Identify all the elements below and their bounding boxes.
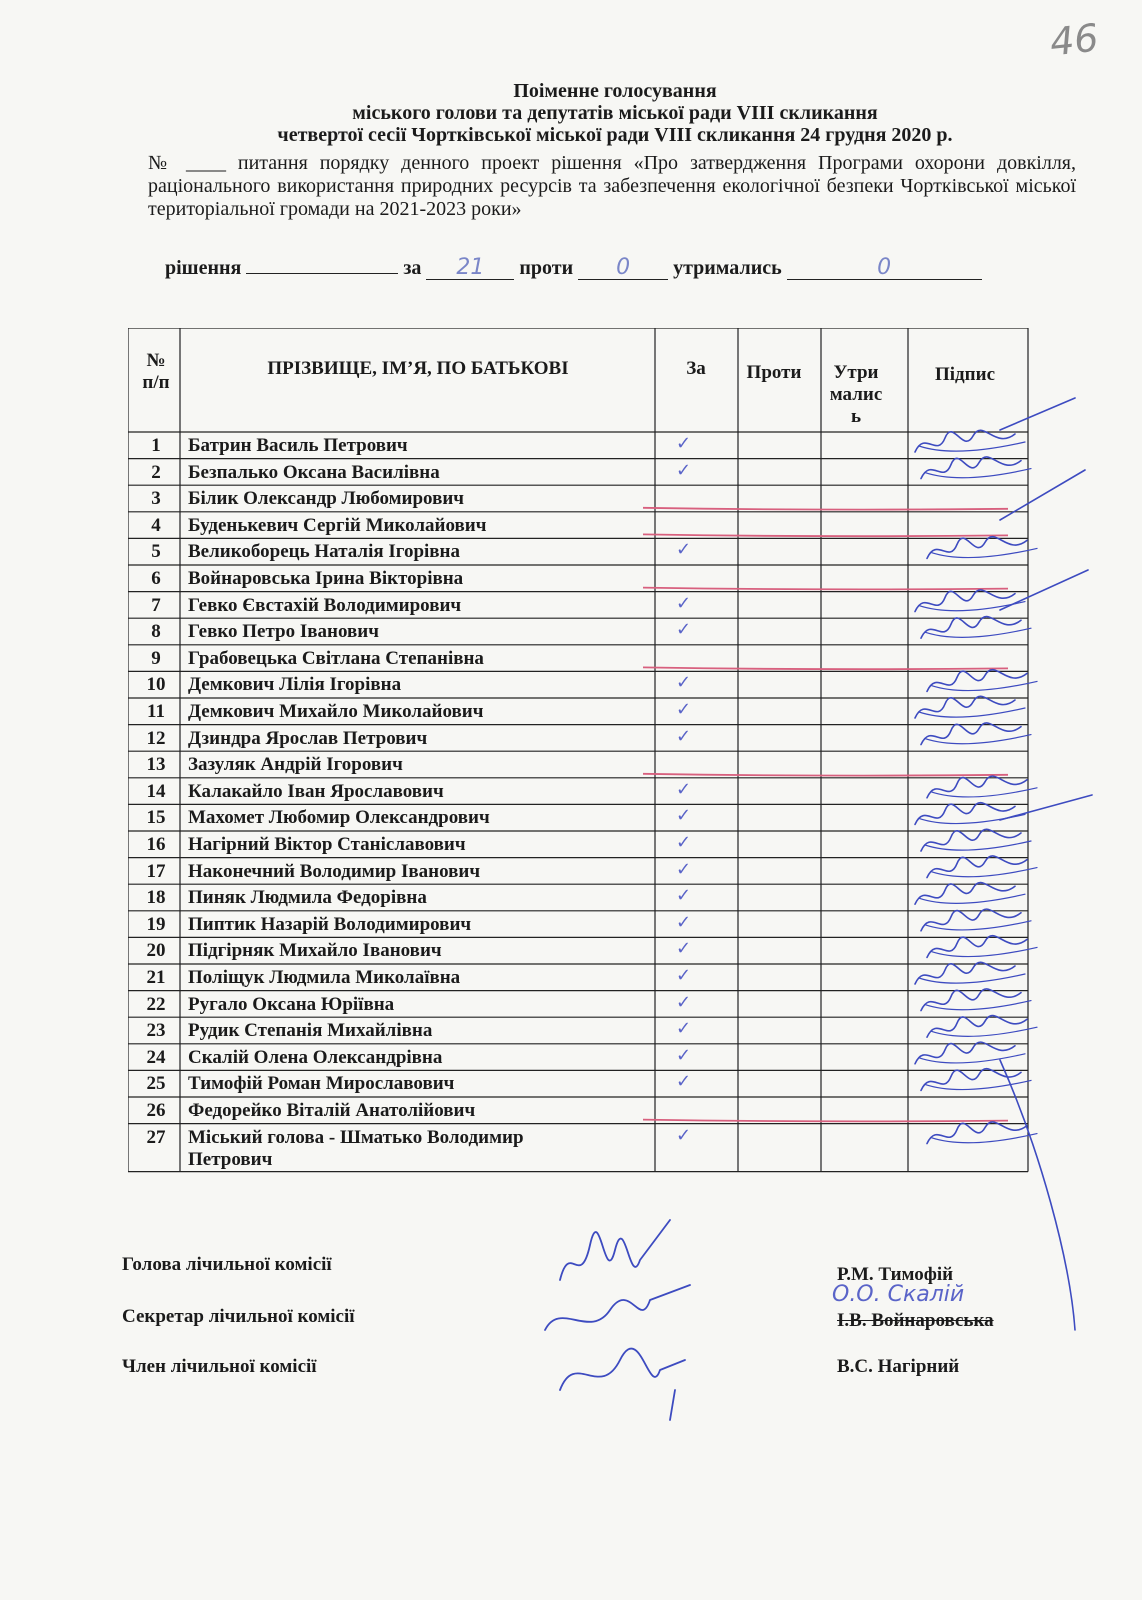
secretary-label: Секретар лічильної комісії [122, 1306, 355, 1327]
vote-for-checkmark: ✓ [676, 433, 692, 454]
member-label: Член лічильної комісії [122, 1356, 317, 1377]
vote-for-checkmark: ✓ [676, 965, 692, 986]
row-number: 12 [146, 727, 166, 749]
row-number: 18 [146, 887, 166, 909]
header-title: Поіменне голосування [513, 80, 717, 102]
vote-for-checkmark: ✓ [676, 1071, 692, 1093]
deputy-name: Федорейко Віталій Анатолійович [188, 1100, 476, 1121]
deputy-name: Зазуляк Андрій Ігорович [188, 754, 403, 776]
vote-for-checkmark: ✓ [676, 619, 692, 641]
deputy-name: Тимофій Роман Мирославович [188, 1073, 455, 1095]
row-number: 2 [151, 461, 161, 483]
vote-for-checkmark: ✓ [676, 938, 692, 960]
vote-for-checkmark: ✓ [676, 991, 692, 1013]
deputy-name: Грабовецька Світлана Степанівна [188, 647, 484, 669]
absent-strike-line [643, 667, 1008, 669]
header-name: ПРІЗВИЩЕ, ІМ’Я, ПО БАТЬКОВІ [267, 358, 569, 379]
document-header [150, 80, 1080, 146]
deputy-name: Поліщук Людмила Миколаївна [188, 967, 461, 988]
vote-for-checkmark: ✓ [676, 592, 692, 614]
deputy-name: Безпалько Оксана Василівна [188, 461, 440, 483]
row-number: 9 [151, 647, 161, 669]
deputy-name: Батрин Василь Петрович [188, 435, 408, 456]
deputy-name: Рудик Степанія Михайлівна [188, 1020, 433, 1042]
against-count: 0 [578, 259, 668, 280]
deputy-name: Буденькевич Сергій Миколайович [188, 514, 487, 536]
vote-for-checkmark: ✓ [676, 1044, 692, 1066]
secretary-handwritten-name: О.О. Скалій [832, 1282, 965, 1307]
page-number: 46 [1047, 15, 1101, 65]
vote-for-checkmark: ✓ [676, 1018, 692, 1040]
deputy-name: Калакайло Іван Ярославович [188, 780, 444, 802]
commission-signature-chair [560, 1220, 670, 1280]
row-number: 14 [146, 780, 166, 802]
deputy-name: Гевко Петро Іванович [188, 621, 379, 643]
decision-blank [246, 253, 398, 274]
vote-for-checkmark: ✓ [676, 858, 692, 880]
deputy-name: Войнаровська Ірина Вікторівна [188, 568, 464, 589]
deputy-name: Ругало Оксана Юріївна [188, 993, 395, 1015]
row-number: 15 [146, 807, 166, 829]
deputy-name: Дзиндра Ярослав Петрович [188, 727, 428, 749]
row-number: 25 [146, 1073, 166, 1095]
absent-strike-line [643, 774, 1008, 776]
header-subtitle: міського голови та депутатів міської ради VIII скликання [352, 102, 878, 124]
decision-label: рішення [165, 257, 242, 279]
for-count: 21 [426, 259, 514, 280]
row-number: 19 [146, 913, 166, 935]
row-number: 24 [146, 1046, 166, 1068]
row-number: 10 [146, 674, 166, 696]
vote-table [128, 328, 1048, 1186]
header-abstained: Утримались [829, 362, 883, 427]
deputy-name: Пиптик Назарій Володимирович [188, 913, 472, 935]
row-number: 6 [151, 568, 161, 589]
deputy-name: Наконечний Володимир Іванович [188, 860, 481, 882]
absent-strike-line [643, 508, 1008, 510]
row-number: 7 [151, 594, 161, 616]
vote-for-checkmark: ✓ [676, 805, 692, 827]
vote-for-checkmark: ✓ [676, 885, 692, 907]
deputy-name: Гевко Євстахій Володимирович [188, 594, 462, 616]
vote-for-checkmark: ✓ [676, 778, 692, 800]
deputy-name: Білик Олександр Любомирович [188, 488, 465, 510]
row-number: 22 [146, 993, 166, 1015]
header-against: Проти [746, 362, 802, 383]
commission-signature-secretary [545, 1285, 690, 1330]
absent-strike-line [643, 1120, 1008, 1122]
member-name: В.С. Нагірний [837, 1356, 960, 1377]
row-number: 26 [146, 1100, 166, 1121]
vote-for-checkmark: ✓ [676, 832, 692, 853]
row-number: 5 [151, 541, 161, 563]
chair-name: Р.М. Тимофій [837, 1264, 954, 1285]
deputy-name: Скалій Олена Олександрівна [188, 1046, 443, 1068]
for-label: за [403, 257, 422, 279]
row-number: 13 [146, 754, 166, 776]
row-number: 17 [146, 860, 166, 882]
absent-strike-line [643, 588, 1008, 590]
vote-for-checkmark: ✓ [676, 1124, 692, 1146]
row-number: 16 [146, 834, 166, 855]
vote-for-checkmark: ✓ [676, 725, 692, 747]
deputy-name: Демкович Михайло Миколайович [188, 701, 484, 722]
secretary-name: І.В. Войнаровська [837, 1310, 994, 1331]
commission-signature-member [560, 1349, 685, 1420]
deputy-name: Нагірний Віктор Станіславович [188, 834, 466, 855]
row-number: 4 [151, 514, 161, 536]
agenda-question: № ____ питання порядку денного проект рішення «Про затвердження Програми охорони довкілля, раціонального використання природних ресурсів та забезпечення екологічної безпеки Чортківської міської територіальної громади на 2021-2023 роки» [148, 152, 1076, 220]
vote-for-checkmark: ✓ [676, 672, 692, 694]
deputy-name: Великоборець Наталія Ігорівна [188, 541, 460, 563]
absent-strike-line [643, 534, 1008, 536]
header-signature: Підпис [935, 364, 995, 385]
header-number: № п/п [142, 350, 170, 393]
vote-for-checkmark: ✓ [676, 911, 692, 933]
abstained-label: утримались [673, 257, 782, 279]
row-number: 23 [146, 1020, 166, 1042]
deputy-name: Пиняк Людмила Федорівна [188, 887, 427, 909]
vote-for-checkmark: ✓ [676, 539, 692, 561]
abstained-count: 0 [787, 259, 982, 280]
deputy-name: Демкович Лілія Ігорівна [188, 674, 402, 696]
vote-for-checkmark: ✓ [676, 459, 692, 481]
row-number: 1 [151, 435, 161, 456]
header-session: четвертої сесії Чортківської міської ради VIII скликання 24 грудня 2020 р. [277, 124, 953, 146]
deputy-name: Міський голова - Шматько Володимир Петрович [188, 1126, 524, 1170]
against-label: проти [519, 257, 574, 279]
vote-for-checkmark: ✓ [676, 699, 692, 720]
row-number: 3 [151, 488, 161, 510]
deputy-name: Підгірняк Михайло Іванович [188, 940, 442, 962]
row-number: 27 [146, 1126, 166, 1148]
header-for: За [686, 358, 706, 379]
deputy-name: Махомет Любомир Олександрович [188, 807, 490, 829]
row-number: 8 [151, 621, 161, 643]
row-number: 20 [146, 940, 166, 962]
row-number: 11 [147, 701, 165, 722]
vote-result-line [165, 253, 982, 280]
chair-label: Голова лічильної комісії [122, 1254, 332, 1275]
row-number: 21 [146, 967, 166, 988]
